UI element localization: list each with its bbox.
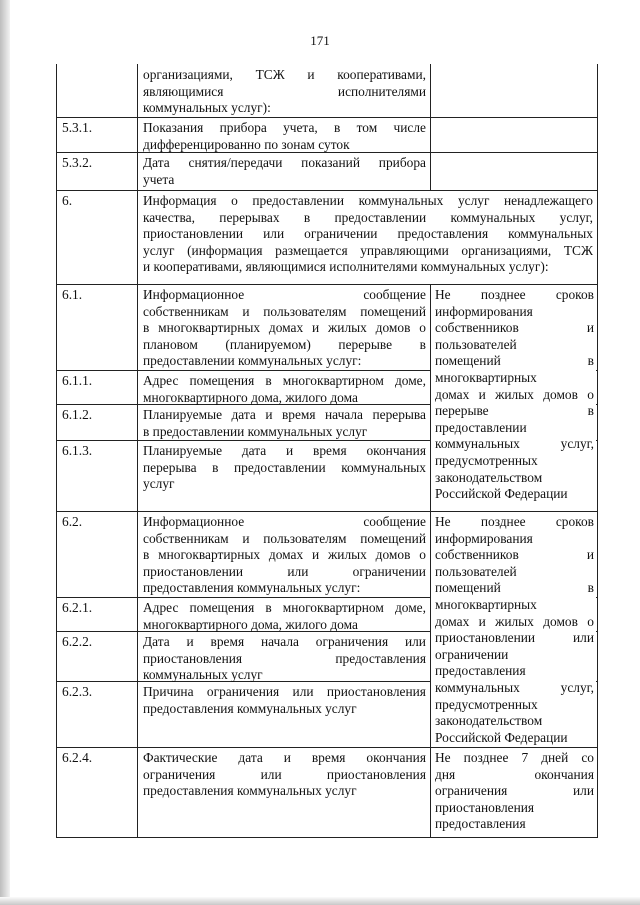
word: являющимися (143, 83, 224, 99)
word: жилых (495, 613, 534, 629)
word: помещения (189, 373, 255, 388)
row-description (143, 193, 593, 276)
word: помещений (435, 353, 501, 369)
word: позднее (480, 287, 526, 302)
text-line: предоставлении коммунальных услуг: (143, 353, 362, 369)
page-number: 171 (310, 33, 330, 48)
word: прибора (378, 155, 426, 170)
word: услуг (143, 242, 175, 258)
word: качества, (143, 209, 195, 225)
word: или (263, 226, 285, 242)
text-line: предусмотренных (435, 452, 538, 468)
row-description (143, 514, 426, 597)
word: в (419, 336, 426, 352)
word: организациями, (143, 67, 233, 82)
text-line (143, 210, 593, 227)
word: предоставления (397, 226, 489, 242)
deadline-text (435, 514, 594, 746)
word: и (586, 547, 594, 563)
text-line: ограничении (435, 646, 509, 662)
text-line (435, 287, 594, 304)
row-description (143, 155, 426, 188)
word: размещается (275, 242, 348, 258)
text-line (143, 750, 426, 767)
word: предоставлении (252, 193, 345, 208)
row-description (143, 407, 426, 440)
word: домов (375, 547, 411, 563)
word: домах (268, 320, 304, 336)
text-line: предоставления (435, 816, 526, 832)
row-description (143, 373, 426, 406)
text-line (435, 320, 594, 337)
text-line (435, 614, 594, 631)
word: предоставлении (334, 209, 427, 225)
row-number: 5.3.1. (62, 120, 93, 135)
word: исполнителями (337, 83, 426, 99)
word: в (587, 353, 594, 369)
row-number: 6.1.3. (62, 443, 93, 458)
word: учета, (283, 120, 318, 135)
row-description (143, 287, 426, 370)
word: жилых (328, 320, 367, 336)
row-number: 6.1. (62, 287, 83, 302)
word: или (292, 684, 314, 699)
text-line (435, 436, 594, 453)
row-description (143, 750, 426, 800)
text-line (435, 783, 594, 800)
word: многоквартирных (158, 320, 261, 336)
text-line (143, 564, 426, 581)
row-description (143, 600, 426, 633)
text-line (143, 84, 426, 101)
text-line (435, 630, 594, 647)
text-line (435, 767, 594, 784)
word: время (313, 443, 347, 458)
word: окончания (534, 766, 594, 782)
word: ТСЖ (563, 242, 593, 258)
text-line: информирования (435, 303, 533, 319)
word: или (404, 634, 426, 649)
word: пользователям (263, 530, 347, 546)
word: Дата (143, 634, 170, 649)
text-line (143, 767, 426, 784)
row-description (143, 67, 426, 117)
word: ограничения (435, 783, 508, 799)
word: время (311, 750, 346, 765)
word: ограничении (304, 226, 378, 242)
text-line: предоставления коммунальных услуг: (143, 580, 361, 596)
word: Не (435, 514, 451, 529)
column-divider-number (137, 64, 138, 837)
word: показаний (301, 155, 360, 170)
word: Причина (143, 684, 194, 699)
row-number: 6.2.4. (62, 750, 93, 765)
word: (информация (187, 242, 263, 258)
row-description (143, 120, 426, 153)
word: приостановлении (143, 563, 244, 579)
text-line (435, 387, 594, 404)
text-line (143, 600, 426, 617)
word: и (312, 547, 320, 563)
word: коммунальных (435, 679, 520, 695)
word: услуг (457, 193, 490, 208)
text-line (143, 320, 426, 337)
text-line: многоквартирных (435, 369, 537, 385)
text-line: Российской Федерации (435, 729, 568, 745)
text-line: законодательством (435, 469, 543, 485)
text-line: предоставления коммунальных услуг (143, 783, 357, 799)
word: (планируемом) (225, 336, 311, 352)
word: сообщение (363, 287, 426, 302)
word: предоставления (335, 650, 426, 666)
row-number: 6.2.2. (62, 634, 93, 649)
word: Не (435, 750, 451, 765)
word: о (587, 613, 594, 629)
scan-left-edge (0, 0, 10, 905)
word: предоставлении (233, 459, 326, 475)
text-line: пользователей (435, 563, 517, 579)
word: в (265, 600, 272, 615)
text-line: информирования (435, 530, 533, 546)
word: приостановления (143, 650, 243, 666)
text-line: коммунальных услуг): (143, 100, 271, 116)
word: коммунальных (508, 226, 593, 242)
text-line (143, 226, 593, 243)
word: Информационное (143, 514, 245, 529)
word: коммунальных (450, 209, 536, 225)
word: собственникам (143, 530, 229, 546)
word: домах (268, 547, 304, 563)
word: домов (543, 386, 578, 402)
word: многоквартирных (158, 547, 261, 563)
text-line: предоставлении (435, 419, 527, 435)
word: начала (260, 634, 299, 649)
text-line: дифференцированно по зонам суток (143, 136, 350, 152)
word: помещения (189, 600, 255, 615)
word: помещений (360, 530, 426, 546)
word: и (283, 750, 291, 765)
word: окончания (366, 443, 426, 458)
column-divider-deadline (430, 284, 431, 837)
text-line: предоставления коммунальных услуг (143, 700, 357, 716)
text-line: пользователей (435, 336, 517, 352)
word: позднее (463, 750, 509, 765)
word: в (303, 209, 311, 225)
word: пользователям (263, 303, 347, 319)
word: время (281, 407, 316, 422)
text-line (435, 514, 594, 531)
word: в (587, 403, 594, 419)
word: дата (241, 443, 267, 458)
word: и (242, 303, 250, 319)
word: окончания (366, 750, 426, 765)
word: сообщение (363, 514, 426, 529)
text-line (143, 531, 426, 548)
text-line (143, 155, 426, 172)
word: о (419, 547, 426, 563)
word: домов (375, 320, 411, 336)
word: в (143, 320, 150, 336)
text-line: и кооперативами, являющимися исполнителями коммунальных услуг): (143, 259, 549, 275)
word: позднее (480, 514, 526, 529)
word: приостановления (326, 684, 426, 699)
word: сроков (555, 514, 594, 529)
word: числе (393, 120, 426, 135)
word: в (143, 547, 150, 563)
text-line: в предоставлении коммунальных услуг (143, 423, 368, 439)
word: и (265, 407, 273, 422)
word: начала (325, 407, 363, 422)
row-number: 6.2.3. (62, 684, 93, 699)
word: коммунальных (435, 436, 520, 452)
text-line: услуг (143, 476, 175, 492)
text-line: коммунальных услуг (143, 667, 263, 683)
text-line (435, 750, 594, 767)
word: в (212, 459, 219, 475)
row-number: 6.2.1. (62, 600, 93, 615)
text-line (435, 403, 594, 420)
word: том (356, 120, 378, 135)
word: помещений (360, 303, 426, 319)
scan-bottom-edge (0, 897, 640, 905)
word: или (572, 630, 594, 646)
word: и (478, 613, 486, 629)
word: ограничении (352, 563, 426, 579)
word: или (572, 783, 594, 799)
word: доме, (394, 600, 426, 615)
text-line (143, 547, 426, 564)
word: Адрес (143, 600, 179, 615)
column-divider-deadline (430, 64, 431, 190)
word: ограничения (315, 634, 389, 649)
text-line: предусмотренных (435, 696, 538, 712)
text-line: многоквартирного дома, жилого дома (143, 616, 358, 632)
word: и (307, 67, 315, 82)
word: Планируемые (143, 407, 223, 422)
text-line (143, 460, 426, 477)
word: коммунальных (341, 459, 426, 475)
word: Не (435, 287, 451, 302)
text-line (143, 287, 426, 304)
text-line (143, 514, 426, 531)
word: дата (231, 407, 256, 422)
word: домах (435, 386, 470, 402)
row-number: 6.2. (62, 514, 83, 529)
text-line (143, 634, 426, 651)
word: кооперативами, (337, 67, 426, 82)
text-line (435, 680, 594, 697)
text-line: многоквартирного дома, жилого дома (143, 389, 358, 405)
text-line (435, 580, 594, 597)
word: и (242, 530, 250, 546)
word: Дата (143, 155, 170, 170)
word: помещений (435, 580, 501, 596)
word: жилых (328, 547, 367, 563)
text-line: многоквартирных (435, 596, 537, 612)
word: или (287, 563, 309, 579)
word: Адрес (143, 373, 179, 388)
word: дня (435, 766, 456, 782)
word: приостановлении (143, 226, 244, 242)
word: ТСЖ (255, 67, 285, 82)
text-line (143, 407, 426, 424)
word: в (334, 120, 341, 135)
word: прибора (219, 120, 267, 135)
word: сроков (555, 287, 594, 302)
row-number: 6.1.1. (62, 373, 93, 388)
document-table (56, 64, 598, 838)
word: собственникам (143, 303, 229, 319)
text-line (143, 193, 593, 210)
word: в (587, 580, 594, 596)
word: ограничения (143, 766, 216, 782)
text-line (143, 443, 426, 460)
word: услуг, (560, 679, 594, 695)
word: перерывах (219, 209, 280, 225)
text-line (435, 547, 594, 564)
row-description (143, 684, 426, 717)
text-line (143, 304, 426, 321)
word: жилых (495, 386, 534, 402)
row-number: 6.1.2. (62, 407, 93, 422)
text-line (143, 684, 426, 701)
word: организациями, (461, 242, 552, 258)
word: Фактические (143, 750, 218, 765)
word: многоквартирном (282, 600, 384, 615)
text-line (143, 651, 426, 668)
word: перерыва (143, 459, 197, 475)
word: домах (435, 613, 470, 629)
word: Информационное (143, 287, 245, 302)
text-line: приостановления (435, 799, 535, 815)
word: в (265, 373, 272, 388)
word: о (231, 193, 238, 208)
word: услуг, (560, 436, 594, 452)
word: перерыва (372, 407, 426, 422)
text-line: законодательством (435, 713, 543, 729)
word: и (478, 386, 486, 402)
word: доме, (394, 373, 426, 388)
word: и (186, 634, 194, 649)
word: домов (543, 613, 578, 629)
word: и (312, 320, 320, 336)
word: 7 (521, 750, 529, 765)
text-line (143, 120, 426, 137)
row-number: 6. (62, 193, 73, 208)
row-description (143, 443, 426, 493)
word: ненадлежащего (504, 193, 593, 208)
word: управляющими (360, 242, 449, 258)
word: перерыве (435, 403, 489, 419)
word: многоквартирном (282, 373, 384, 388)
text-line (143, 67, 426, 84)
word: снятия/передачи (188, 155, 283, 170)
deadline-text (435, 750, 594, 833)
word: приостановлении (435, 630, 536, 646)
word: перерыве (338, 336, 393, 352)
word: о (419, 320, 426, 336)
word: ограничения (206, 684, 280, 699)
text-line (435, 353, 594, 370)
word: Показания (143, 120, 204, 135)
text-line: Российской Федерации (435, 486, 568, 502)
word: о (587, 386, 594, 402)
word: со (581, 750, 594, 765)
word: Информация (143, 193, 217, 208)
text-line (143, 337, 426, 354)
word: и (286, 443, 294, 458)
word: и (586, 320, 594, 336)
text-line: учета (143, 171, 175, 187)
row-description (143, 634, 426, 684)
deadline-text (435, 287, 594, 503)
word: коммунальных (358, 193, 444, 208)
word: Планируемые (143, 443, 223, 458)
text-line (143, 373, 426, 390)
row-number: 5.3.2. (62, 155, 93, 170)
word: плановом (143, 336, 198, 352)
word: собственников (435, 547, 519, 563)
word: услуг, (559, 209, 593, 225)
word: дней (541, 750, 569, 765)
text-line: предоставления (435, 663, 526, 679)
word: приостановления (326, 766, 426, 782)
text-line (143, 243, 593, 260)
word: дата (238, 750, 263, 765)
word: собственников (435, 320, 519, 336)
word: или (260, 766, 282, 782)
word: время (210, 634, 245, 649)
